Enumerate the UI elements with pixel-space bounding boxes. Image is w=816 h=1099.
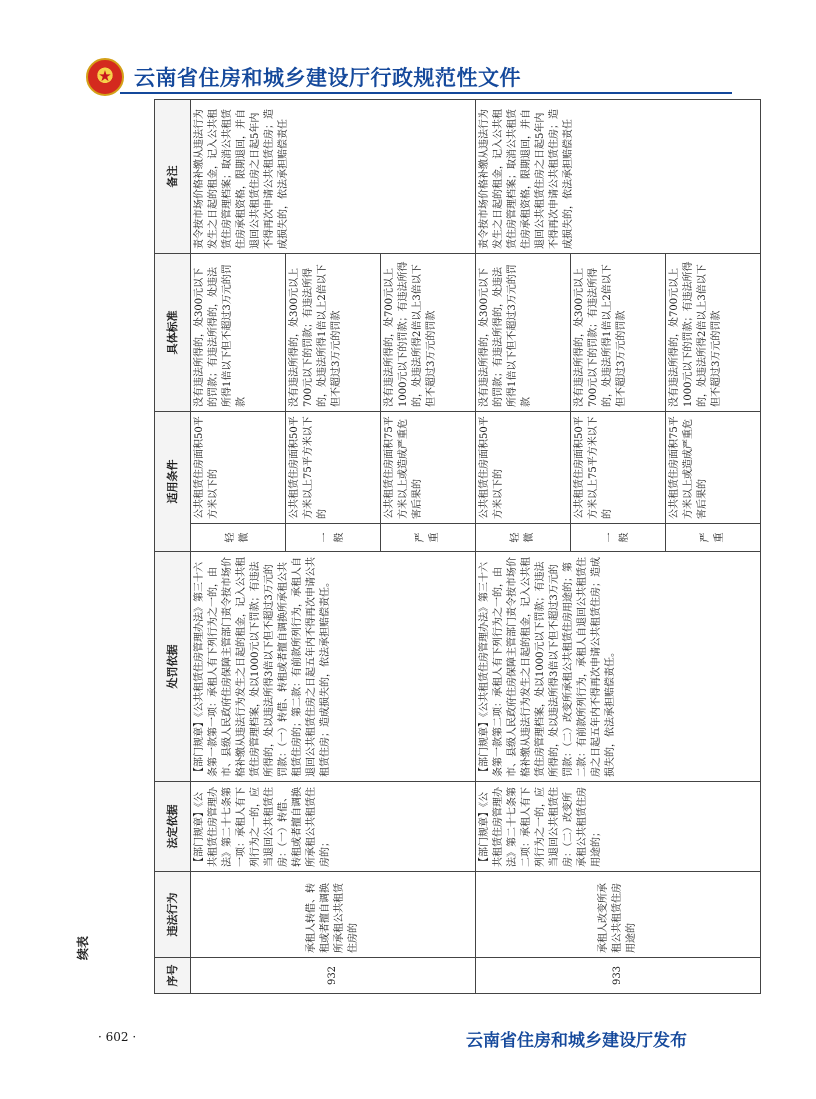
header-act: 违法行为	[155, 872, 191, 958]
header-title: 云南省住房和城乡建设厅行政规范性文件	[134, 66, 521, 90]
header-rule	[120, 92, 732, 94]
row-legal: 【部门规章】《公共租赁住房管理办法》第二十七条第一项：承租人有下列行为之一的，应当退回公共租赁住房：（一）转借、转租或者擅自调换所承租公共租赁住房的；	[191, 782, 476, 872]
header-standard: 具体标准	[155, 254, 191, 412]
table-row	[191, 100, 286, 994]
row-standard: 没有违法所得的，处700元以上1000元以下的罚款；有违法所得的，处违法所得2倍以上3倍以下但不超过3万元的罚款	[381, 254, 476, 412]
national-emblem-icon	[86, 58, 124, 96]
row-level: 一般	[571, 524, 666, 552]
rotated-table-container	[154, 100, 761, 994]
row-standard: 没有违法所得的，处300元以下的罚款；有违法所得的，处违法所得1倍以下但不超过3万元的罚款	[191, 254, 286, 412]
row-level: 轻微	[191, 524, 286, 552]
row-condition: 公共租赁住房面积75平方米以上或造成严重危害后果的	[381, 412, 476, 524]
row-condition: 公共租赁住房面积75平方米以上或造成严重危害后果的	[666, 412, 761, 524]
row-level: 轻微	[476, 524, 571, 552]
header-legal: 法定依据	[155, 782, 191, 872]
footer-publisher: 云南省住房和城乡建设厅发布	[466, 1031, 687, 1051]
header-seq: 序号	[155, 958, 191, 994]
header-condition: 适用条件	[155, 412, 191, 552]
row-standard: 没有违法所得的，处300元以下的罚款；有违法所得的，处违法所得1倍以下但不超过3万元的罚款	[476, 254, 571, 412]
row-basis: 【部门规章】《公共租赁住房管理办法》第三十六条第一款第二项：承租人有下列行为之一的，由市、县级人民政府住房保障主管部门责令按市场价格补缴从违法行为发生之日起的租金，记入公共租赁住房管理档案，处以1000元以下罚款；有违法所得的，处以违法所得3倍以下但不超过3万元的罚款：（二）改变所承租公共租赁住房用途的；第二款：有前款所列行为，承租人自退回公共租赁住房之日起五年内不得再次申请公共租赁住房；造成损失的，依法承担赔偿责任。	[476, 552, 761, 782]
header-remark: 备注	[155, 100, 191, 254]
penalty-table	[154, 99, 761, 994]
row-standard: 没有违法所得的，处300元以上700元以下的罚款；有违法所得的，处违法所得1倍以上2倍以下但不超过3万元的罚款	[286, 254, 381, 412]
row-basis: 【部门规章】《公共租赁住房管理办法》第三十六条第一款第一项：承租人有下列行为之一的，由市、县级人民政府住房保障主管部门责令按市场价格补缴从违法行为发生之日起的租金，记入公共租赁住房管理档案，处以1000元以下罚款；有违法所得的，处以违法所得3倍以下但不超过3万元的罚款：（一）转借、转租或者擅自调换所承租公共租赁住房的；第二款：有前款所列行为，承租人自退回公共租赁住房之日起五年内不得再次申请公共租赁住房；造成损失的，依法承担赔偿责任。	[191, 552, 476, 782]
row-condition: 公共租赁住房面积50平方米以下的	[476, 412, 571, 524]
row-condition: 公共租赁住房面积50平方米以下的	[191, 412, 286, 524]
table-header-row	[155, 100, 191, 994]
table-row	[476, 100, 571, 994]
row-remark: 责令按市场价格补缴从违法行为发生之日起的租金，记入公共租赁住房管理档案；取消公共租赁住房承租资格，限期退回，并自退回公共租赁住房之日起5年内不得再次申请公共租赁住房；造成损失的，依法承担赔偿责任	[476, 100, 761, 254]
row-standard: 没有违法所得的，处700元以上1000元以下的罚款；有违法所得的，处违法所得2倍以上3倍以下但不超过3万元的罚款	[666, 254, 761, 412]
row-seq: 932	[191, 958, 476, 994]
row-act: 承租人改变所承租公共租赁住房用途的	[476, 872, 761, 958]
row-act: 承租人转借、转租或者擅自调换所承租公共租赁住房的	[191, 872, 476, 958]
row-level: 一般	[286, 524, 381, 552]
row-condition: 公共租赁住房面积50平方米以上75平方米以下的	[571, 412, 666, 524]
header-basis: 处罚依据	[155, 552, 191, 782]
row-level: 严重	[666, 524, 761, 552]
page-header	[86, 58, 521, 96]
page-number: · 602 ·	[98, 1030, 137, 1044]
row-legal: 【部门规章】《公共租赁住房管理办法》第二十七条第二项：承租人有下列行为之一的，应当退回公共租赁住房：（二）改变所承租公共租赁住房用途的；	[476, 782, 761, 872]
table-caption: 续表	[76, 935, 90, 960]
row-seq: 933	[476, 958, 761, 994]
row-remark: 责令按市场价格补缴从违法行为发生之日起的租金，记入公共租赁住房管理档案；取消公共租赁住房承租资格，限期退回，并自退回公共租赁住房之日起5年内不得再次申请公共租赁住房；造成损失的，依法承担赔偿责任	[191, 100, 476, 254]
row-level: 严重	[381, 524, 476, 552]
row-condition: 公共租赁住房面积50平方米以上75平方米以下的	[286, 412, 381, 524]
row-standard: 没有违法所得的，处300元以上700元以下的罚款；有违法所得的，处违法所得1倍以上2倍以下但不超过3万元的罚款	[571, 254, 666, 412]
